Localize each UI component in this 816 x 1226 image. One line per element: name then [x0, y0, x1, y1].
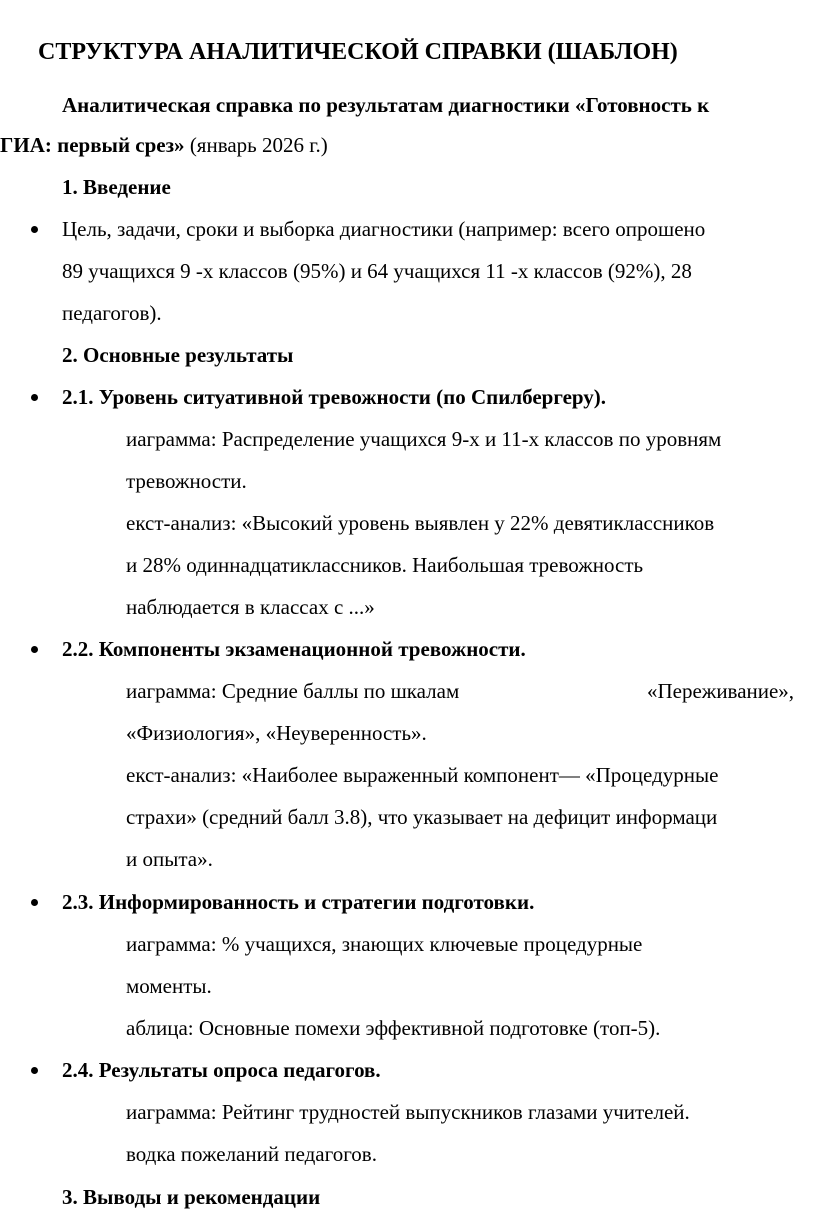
- subsection-2-2-line: страхи» (средний балл 3.8), что указывает на дефицит информаци: [126, 805, 718, 829]
- intro-text-line: 89 учащихся 9 -х классов (95%) и 64 учащихся 11 -х классов (92%), 28: [62, 259, 692, 283]
- intro-text-line: Цель, задачи, сроки и выборка диагностики (например: всего опрошено: [62, 217, 706, 241]
- report-heading-line1: Аналитическая справка по результатам диагностики «Готовность к: [62, 93, 710, 117]
- bullet-icon: [31, 1067, 38, 1074]
- bullet-icon: [31, 394, 38, 401]
- bullet-icon: [31, 226, 38, 233]
- subsection-2-1-line: иаграмма: Распределение учащихся 9-х и 11-х классов по уровням: [126, 427, 722, 451]
- subsection-2-1-line: и 28% одиннадцатиклассников. Наибольшая тревожность: [126, 553, 644, 577]
- subsection-2-4-line: иаграмма: Рейтинг трудностей выпускников глазами учителей.: [126, 1100, 690, 1124]
- section-conclusions-title: 3. Выводы и рекомендации: [62, 1185, 321, 1209]
- subsection-2-4-line: водка пожеланий педагогов.: [126, 1142, 377, 1166]
- subsection-2-2-line: иаграмма: Средние баллы по шкалам: [126, 679, 460, 703]
- subsection-2-2-line: екст-анализ: «Наиболее выраженный компонент— «Процедурные: [126, 763, 719, 787]
- subsection-2-2-line: «Физиология», «Неуверенность».: [126, 721, 427, 745]
- subsection-2-2-line: и опыта».: [126, 847, 213, 871]
- subsection-2-1-line: екст-анализ: «Высокий уровень выявлен у 22% девятиклассников: [126, 511, 715, 535]
- subsection-2-3-line: иаграмма: % учащихся, знающих ключевые процедурные: [126, 932, 643, 956]
- subsection-2-1-line: наблюдается в классах с ...»: [126, 595, 375, 619]
- subsection-2-3-line: аблица: Основные помехи эффективной подготовке (топ-5).: [126, 1016, 661, 1040]
- subsection-2-4-title: 2.4. Результаты опроса педагогов.: [62, 1058, 381, 1082]
- subsection-2-2-title: 2.2. Компоненты экзаменационной тревожности.: [62, 637, 526, 661]
- section-results-title: 2. Основные результаты: [62, 343, 294, 367]
- report-heading-line2: [0, 135, 328, 156]
- report-heading-bold-part: ГИА: первый срез»: [0, 133, 185, 157]
- subsection-2-1-line: тревожности.: [126, 469, 247, 493]
- bullet-icon: [31, 646, 38, 653]
- report-heading-date: (январь 2026 г.): [184, 133, 328, 157]
- bullet-icon: [31, 899, 38, 906]
- subsection-2-2-line: «Переживание»,: [647, 679, 795, 703]
- subsection-2-3-title: 2.3. Информированность и стратегии подготовки.: [62, 890, 535, 914]
- page-title: СТРУКТУРА АНАЛИТИЧЕСКОЙ СПРАВКИ (ШАБЛОН): [38, 39, 678, 65]
- subsection-2-3-line: моменты.: [126, 974, 212, 998]
- subsection-2-1-title: 2.1. Уровень ситуативной тревожности (по Спилбергеру).: [62, 385, 607, 409]
- section-intro-title: 1. Введение: [62, 175, 171, 199]
- intro-text-line: педагогов).: [62, 301, 162, 325]
